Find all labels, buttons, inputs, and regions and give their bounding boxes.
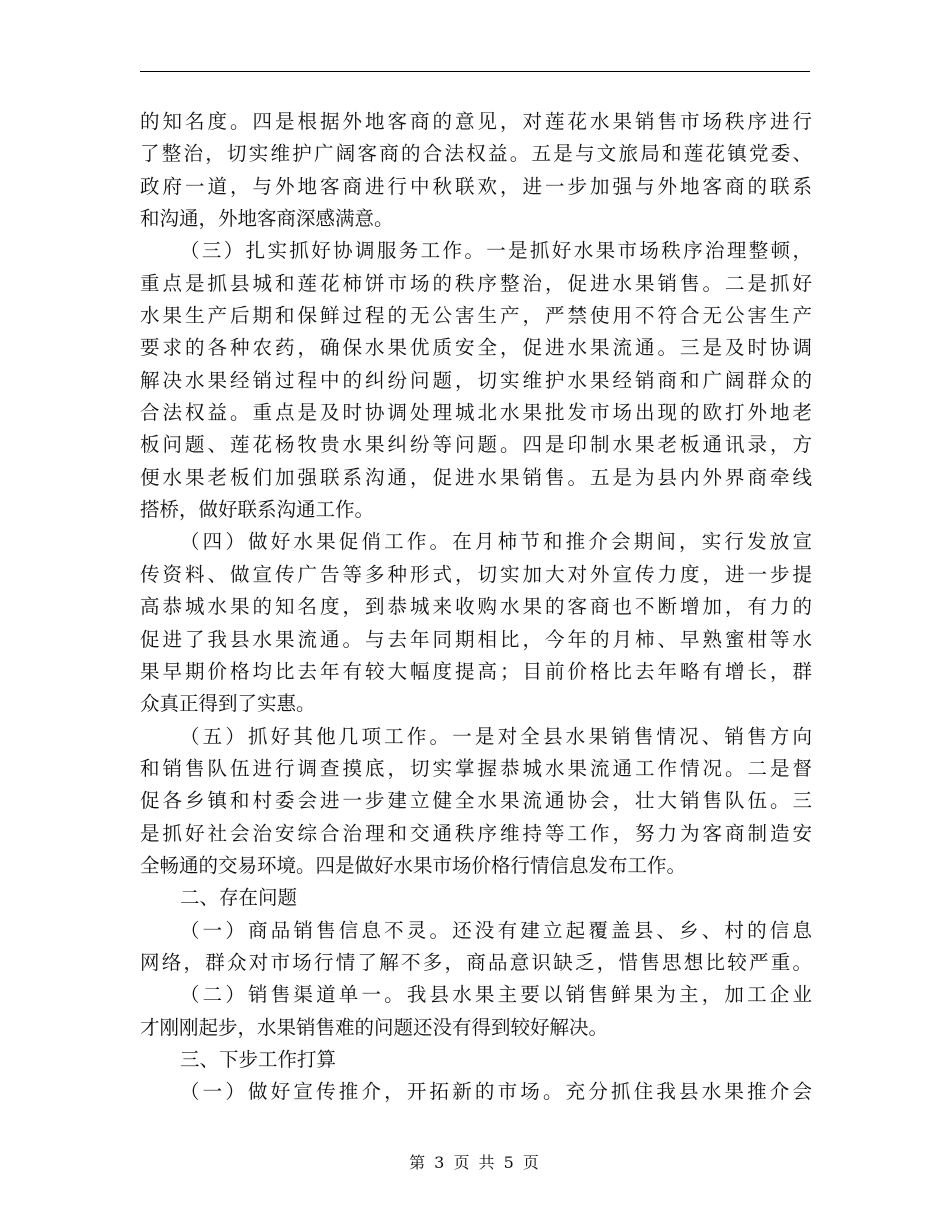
text-line: 高恭城水果的知名度，到恭城来收购水果的客商也不断增加，有力的 [140, 595, 812, 619]
text-line: 的知名度。四是根据外地客商的意见，对莲花水果销售市场秩序进行 [140, 110, 812, 133]
text-line: 网络，群众对市场行情了解不多，商品意识缺乏，惜售思想比较严重。 [140, 950, 812, 974]
text-line: （三）扎实抓好协调服务工作。一是抓好水果市场秩序治理整顿， [180, 239, 812, 263]
text-line: 便水果老板们加强联系沟通，促进水果销售。五是为县内外界商牵线 [140, 465, 812, 489]
text-line: 搭桥，做好联系沟通工作。 [140, 498, 375, 522]
body-text [140, 106, 812, 1109]
text-line: 二、存在问题 [180, 886, 298, 910]
text-line: （二）销售渠道单一。我县水果主要以销售鲜果为主，加工企业 [180, 983, 812, 1007]
text-line: 促进了我县水果流通。与去年同期相比，今年的月柿、早熟蜜柑等水 [140, 627, 812, 651]
page-number-footer: 第 3 页 共 5 页 [409, 1153, 541, 1172]
text-line: （四）做好水果促俏工作。在月柿节和推介会期间，实行发放宣 [180, 530, 812, 554]
header-rule [140, 71, 810, 72]
text-line: 水果生产后期和保鲜过程的无公害生产，严禁使用不符合无公害生产 [140, 304, 812, 328]
text-line: （五）抓好其他几项工作。一是对全县水果销售情况、销售方向 [180, 724, 812, 748]
text-line: 是抓好社会治安综合治理和交通秩序维持等工作，努力为客商制造安 [140, 821, 812, 845]
text-line: 合法权益。重点是及时协调处理城北水果批发市场出现的欧打外地老 [140, 401, 812, 425]
text-line: 和销售队伍进行调查摸底，切实掌握恭城水果流通工作情况。二是督 [140, 756, 812, 780]
text-line: 众真正得到了实惠。 [140, 692, 316, 716]
text-line: 全畅通的交易环境。四是做好水果市场价格行情信息发布工作。 [140, 853, 687, 877]
text-line: 要求的各种农药，确保水果优质安全，促进水果流通。三是及时协调 [140, 336, 812, 360]
text-line: 重点是抓县城和莲花柿饼市场的秩序整治，促进水果销售。二是抓好 [140, 271, 812, 295]
text-line: 传资料、做宣传广告等多种形式，切实加大对外宣传力度，进一步提 [140, 562, 812, 586]
text-line: 果早期价格均比去年有较大幅度提高；目前价格比去年略有增长，群 [140, 659, 812, 683]
text-line: （一）做好宣传推介，开拓新的市场。充分抓住我县水果推介会 [180, 1080, 812, 1104]
text-line: 促各乡镇和村委会进一步建立健全水果流通协会，壮大销售队伍。三 [140, 789, 812, 813]
text-line: 和沟通，外地客商深感满意。 [140, 207, 394, 231]
text-line: 板问题、莲花杨牧贵水果纠纷等问题。四是印制水果老板通讯录，方 [140, 433, 812, 457]
text-line: 三、下步工作打算 [180, 1047, 337, 1071]
text-line: 政府一道，与外地客商进行中秋联欢，进一步加强与外地客商的联系 [140, 174, 812, 198]
text-line: 解决水果经销过程中的纠纷问题，切实维护水果经销商和广阔群众的 [140, 368, 812, 392]
text-line: 了整治，切实维护广阔客商的合法权益。五是与文旅局和莲花镇党委、 [140, 142, 812, 166]
text-line: 才刚刚起步，水果销售难的问题还没有得到较好解决。 [140, 1015, 609, 1039]
text-line: （一）商品销售信息不灵。还没有建立起覆盖县、乡、村的信息 [180, 918, 812, 942]
